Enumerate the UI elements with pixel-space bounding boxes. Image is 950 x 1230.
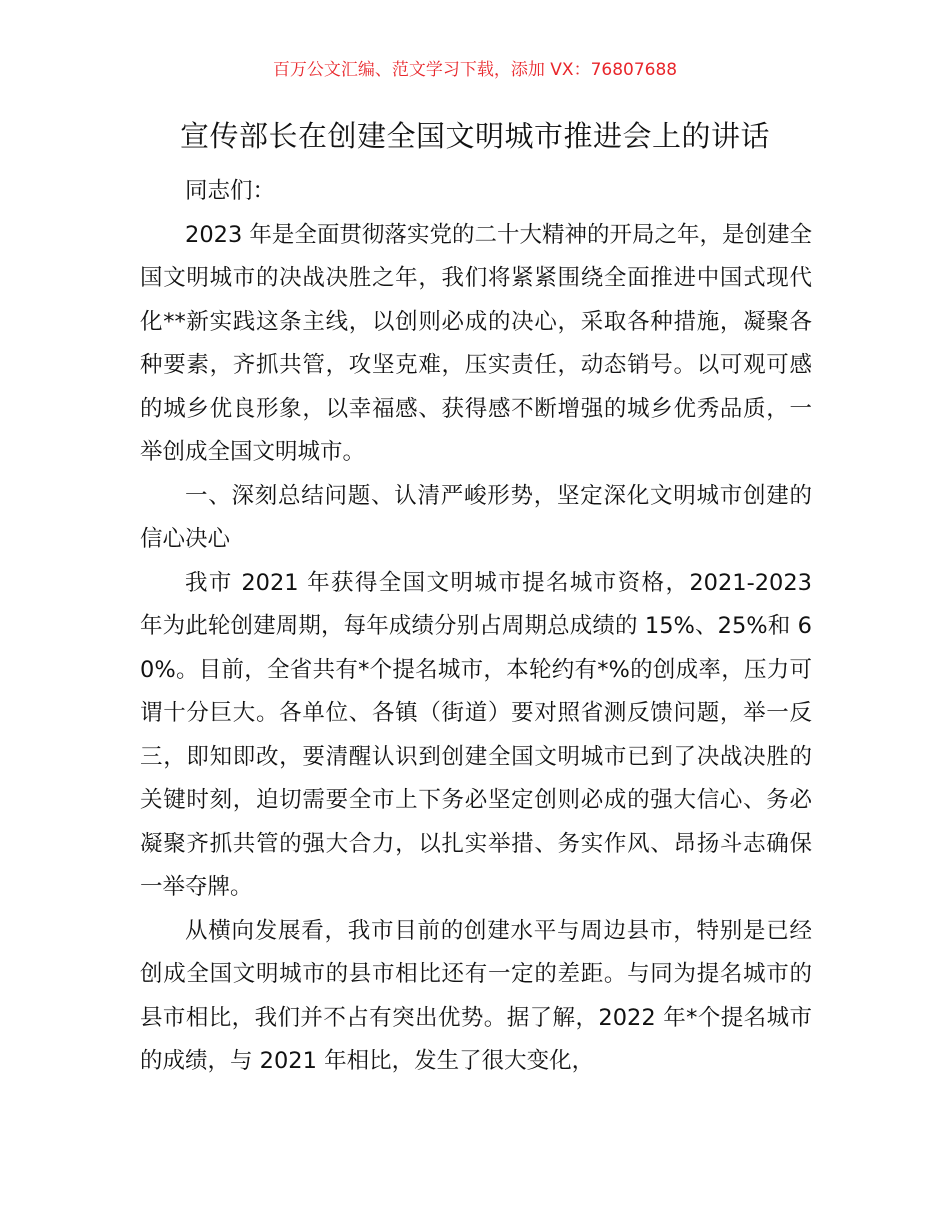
section-heading-1: 一、深刻总结问题、认清严峻形势，坚定深化文明城市创建的信心决心	[140, 482, 812, 552]
document-title: 宣传部长在创建全国文明城市推进会上的讲话	[179, 119, 770, 153]
paragraph-comparison: 从横向发展看，我市目前的创建水平与周边县市，特别是已经创成全国文明城市的县市相比还有一定的差距。与同为提名城市的县市相比，我们并不占有突出优势。据了解，2022 年*个提名城市的成绩，与 2021 年相比，发生了很大变化，	[140, 917, 812, 1074]
document-body	[140, 170, 812, 1084]
paragraph-intro: 2023 年是全面贯彻落实党的二十大精神的开局之年，是创建全国文明城市的决战决胜之年，我们将紧紧围绕全面推进中国式现代化**新实践这条主线，以创则必成的决心，采取各种措施，凝聚各种要素，齐抓共管，攻坚克难，压实责任，动态销号。以可观可感的城乡优良形象，以幸福感、获得感不断增强的城乡优秀品质，一举创成全国文明城市。	[140, 221, 812, 465]
paragraph-background: 我市 2021 年获得全国文明城市提名城市资格，2021-2023 年为此轮创建周期，每年成绩分别占周期总成绩的 15%、25%和 60%。目前，全省共有*个提名城市，本轮约有*%的创成率，压力可谓十分巨大。各单位、各镇（街道）要对照省测反馈问题，举一反三，即知即改，要清醒认识到创建全国文明城市已到了决战决胜的关键时刻，迫切需要全市上下务必坚定创则必成的强大信心、务必凝聚齐抓共管的强大合力，以扎实举措、务实作风、昂扬斗志确保一举夺牌。	[140, 569, 812, 900]
header-watermark-note: 百万公文汇编、范文学习下载，添加 VX：76807688	[272, 60, 678, 80]
salutation: 同志们：	[185, 178, 276, 204]
